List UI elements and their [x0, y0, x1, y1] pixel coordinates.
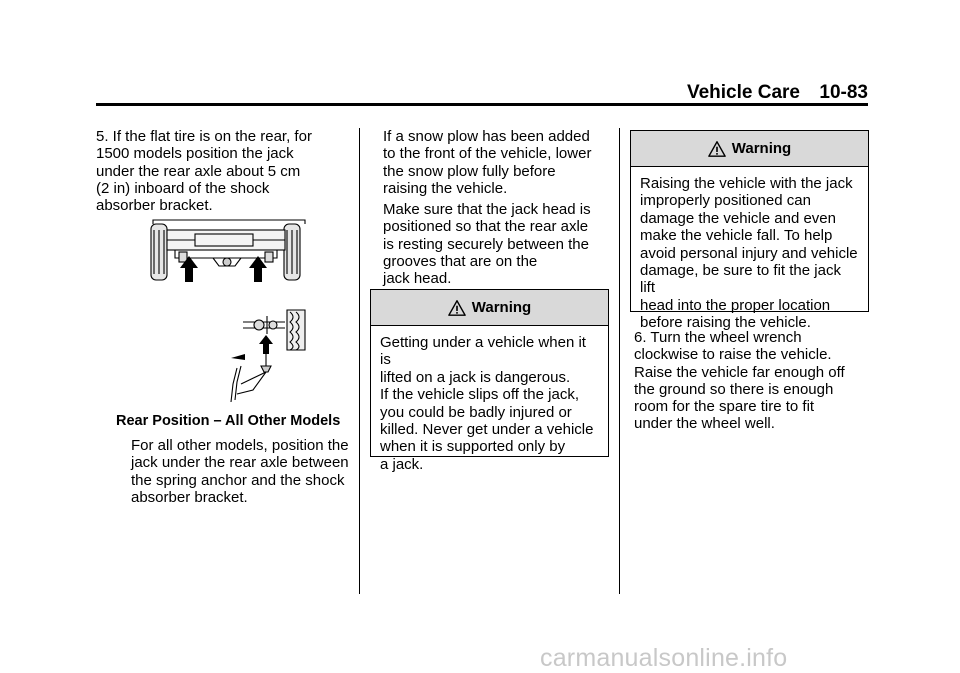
- warning-box-jack-position: [630, 130, 869, 332]
- step-6-text: 6. Turn the wheel wrench clockwise to raise the vehicle. Raise the vehicle far enough off the ground so there is enough room for the spare tire to fit under the wheel well.: [634, 329, 845, 433]
- page-number: 10-83: [819, 82, 868, 103]
- figure-caption: Rear Position – All Other Models: [116, 413, 341, 429]
- warning-title: Warning: [471, 299, 532, 316]
- warning-body: Getting under a vehicle when it is lifted on a jack is dangerous. If the vehicle slips off the jack, you could be badly injured or killed. Never get under a vehicle when it is supported only by a jack.: [380, 334, 594, 473]
- column-divider-2: [619, 128, 620, 594]
- header-rule: [96, 103, 868, 106]
- jack-head-paragraph: Make sure that the jack head is positioned so that the rear axle is resting securely between the grooves that are on the jack head.: [383, 201, 591, 288]
- column-divider-1: [359, 128, 360, 594]
- warning-box-jack-danger: [370, 289, 609, 473]
- snow-plow-paragraph: If a snow plow has been added to the front of the vehicle, lower the snow plow fully before raising the vehicle.: [383, 128, 592, 197]
- warning-header: [631, 131, 868, 167]
- warning-header: [371, 290, 608, 326]
- watermark: carmanualsonline.info: [540, 644, 788, 672]
- warning-body: Raising the vehicle with the jack improperly positioned can damage the vehicle and even make the vehicle fall. To help avoid personal injury and vehicle damage, be sure to fit the jack lift head into the proper location before raising the vehicle.: [640, 175, 858, 332]
- other-models-paragraph: For all other models, position the jack under the rear axle between the spring anchor and the shock absorber bracket.: [131, 437, 349, 506]
- warning-title: Warning: [731, 140, 792, 157]
- step-5-text: 5. If the flat tire is on the rear, for 1500 models position the jack under the rear axle about 5 cm (2 in) inboard of the shock absorber bracket.: [96, 128, 312, 215]
- warning-triangle-icon: [448, 299, 466, 317]
- rear-jack-position-illustration: [145, 216, 315, 408]
- warning-triangle-icon: [708, 140, 726, 158]
- section-title: Vehicle Care: [686, 82, 800, 103]
